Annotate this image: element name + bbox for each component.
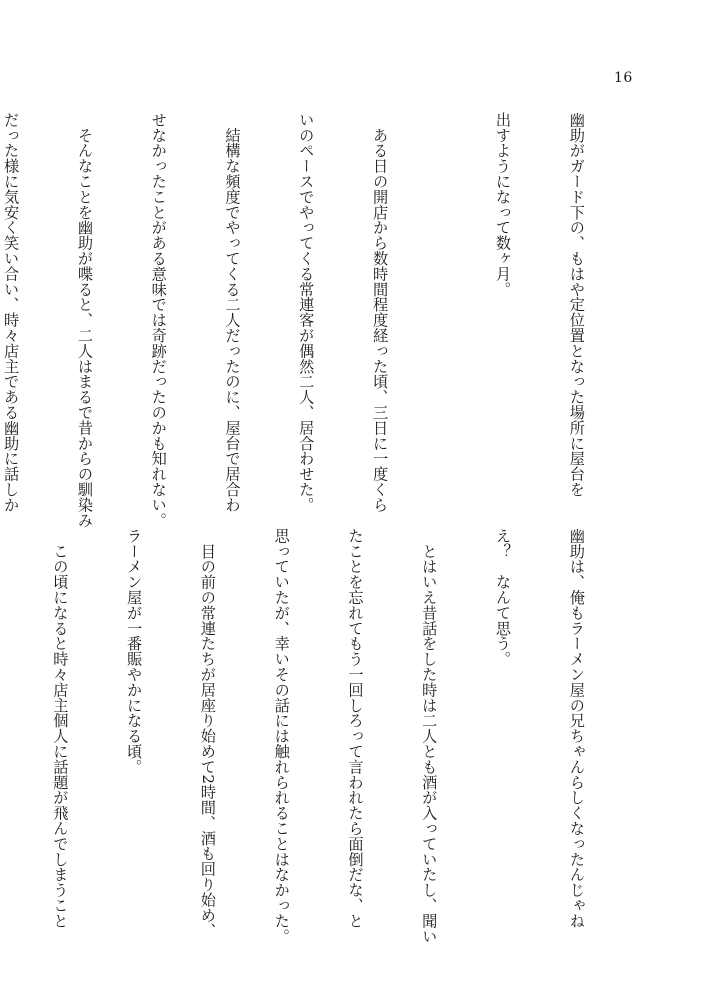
page-number: 16 (614, 70, 633, 86)
text-column: とはいえ昔話をした時は二人とも酒が入っていたし、聞い (420, 528, 439, 944)
text-column: 出すようになって数ヶ月。 (494, 112, 513, 297)
text-column: せなかったことがある意味では奇跡だったのかも知れない。 (149, 112, 168, 528)
text-column: 幽助がガード下の、もはや定位置となった場所に屋台を (567, 112, 586, 497)
text-column: そんなことを幽助が喋ると、二人はまるで昔からの馴染み (75, 112, 94, 528)
text-column: え？ なんて思う。 (494, 528, 513, 667)
text-column: たことを忘れてもう一回しろって言われたら面倒だな、と (346, 528, 365, 929)
text-column: 結構な頻度でやってくる二人だったのに、屋台で居合わ (223, 112, 242, 513)
text-column: ラーメン屋が一番賑やかになる頃。 (125, 528, 144, 775)
text-column: 幽助は、俺もラーメン屋の兄ちゃんらしくなったんじゃね (567, 528, 586, 929)
text-column: だった様に気安く笑い合い、時々店主である幽助に話しか (2, 112, 21, 513)
text-column: ある日の開店から数時間程度経った頃、三日に一度くら (371, 112, 390, 513)
text-column: 思っていたが、幸いその話には触れられることはなかった。 (272, 528, 291, 944)
upper-text-block (0, 112, 638, 528)
text-column: この頃になると時々店主個人に話題が飛んでしまうこと (51, 528, 70, 929)
text-column: いのペースでやってくる常連客が偶然二人、居合わせた。 (297, 112, 316, 513)
lower-text-block (0, 528, 638, 944)
text-column: 目の前の常連たちが居座り始めて2時間、酒も回り始め、 (198, 528, 217, 939)
